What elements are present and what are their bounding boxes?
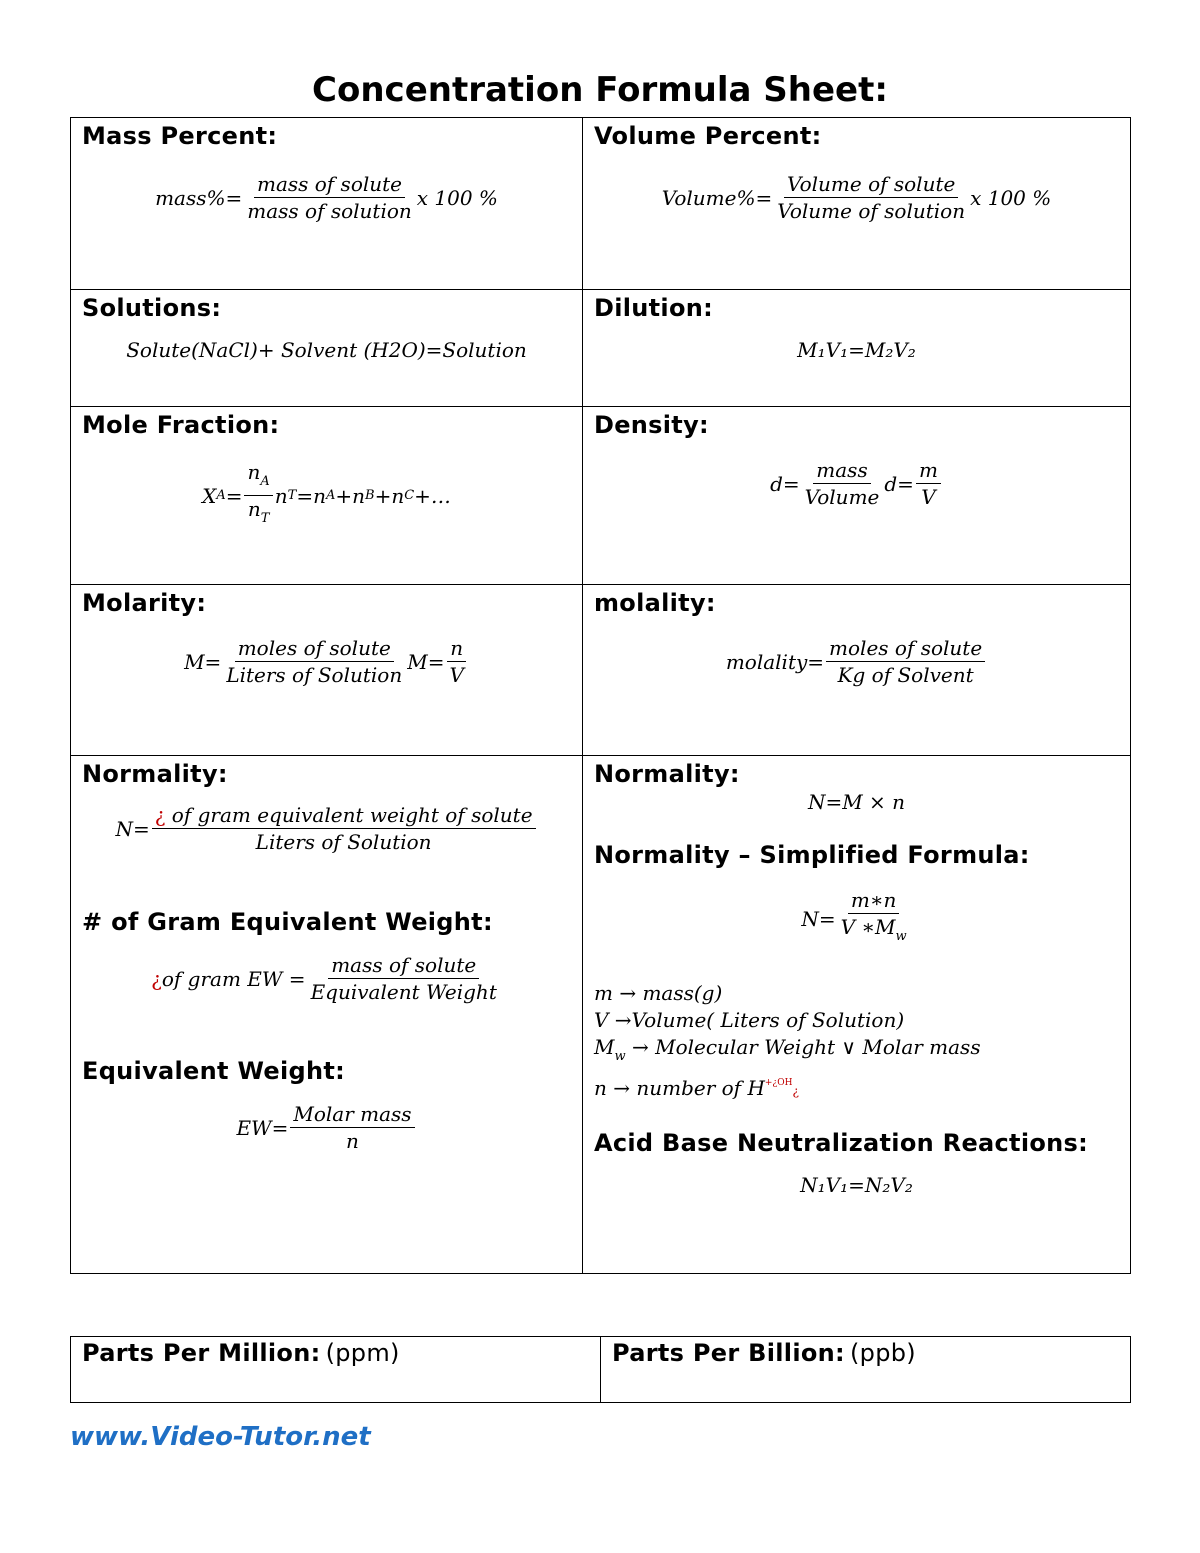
simplified-num: m∗n	[848, 887, 899, 914]
molarity-den-2: V	[449, 663, 464, 687]
parts-table	[70, 1336, 1131, 1403]
legend-mw-sub: w	[614, 1049, 626, 1064]
mf-den-sub: T	[260, 511, 270, 526]
molality-num: moles of solute	[826, 635, 985, 662]
molality-cell	[583, 585, 1131, 756]
legend-volume: V →Volume( Liters of Solution)	[594, 1008, 905, 1032]
solutions-cell	[71, 290, 583, 407]
molality-lhs: molality=	[725, 649, 825, 674]
legend-mass: m → mass(g)	[594, 981, 723, 1005]
mf-num: n	[247, 460, 261, 484]
mole-fraction-cell	[71, 407, 583, 585]
equivalent-weight-formula	[82, 1101, 571, 1154]
dilution-cell	[583, 290, 1131, 407]
mf-plus-c: +n	[374, 483, 405, 508]
mass-percent-denominator: mass of solution	[247, 199, 412, 223]
legend-n-text: n → number of H	[594, 1076, 765, 1100]
volume-percent-heading: Volume Percent:	[594, 122, 822, 150]
normality-left-lhs: N=	[115, 816, 150, 841]
density-lhs-2: d=	[884, 471, 914, 496]
molarity-lhs-2: M=	[407, 649, 445, 674]
molarity-den-1: Liters of Solution	[226, 663, 403, 687]
gew-num: mass of solute	[328, 952, 479, 979]
mf-a-sub: A	[325, 488, 336, 503]
dilution-formula: M₁V₁=M₂V₂	[797, 338, 916, 362]
molality-den: Kg of Solvent	[837, 663, 974, 687]
molarity-lhs-1: M=	[184, 649, 222, 674]
simplified-den: V ∗M	[840, 915, 896, 939]
ppb-cell	[601, 1337, 1131, 1403]
dilution-heading: Dilution:	[594, 294, 714, 322]
normality-right-heading: Normality:	[594, 760, 740, 788]
normality-left-cell	[71, 756, 583, 1274]
density-heading: Density:	[594, 411, 709, 439]
ew-num: Molar mass	[290, 1101, 414, 1128]
volume-percent-cell	[583, 118, 1131, 290]
legend-mw-rest: → Molecular Weight ∨ Molar mass	[631, 1035, 981, 1059]
ppm-unit: (ppm)	[325, 1339, 400, 1367]
volume-percent-rhs: x 100 %	[970, 185, 1052, 210]
mole-fraction-heading: Mole Fraction:	[82, 411, 280, 439]
density-num-1: mass	[813, 457, 870, 484]
molarity-num-2: n	[447, 635, 466, 662]
ppb-label: Parts Per Billion:	[612, 1339, 845, 1367]
density-den-2: V	[921, 485, 936, 509]
solutions-heading: Solutions:	[82, 294, 222, 322]
simplified-formula	[594, 887, 1119, 950]
normality-right-formula: N=M × n	[807, 790, 906, 814]
ew-den: n	[346, 1129, 359, 1153]
ppb-unit: (ppb)	[850, 1339, 916, 1367]
density-num-2: m	[916, 457, 941, 484]
density-formula	[594, 457, 1119, 510]
legend-n-sup: +¿OH	[764, 1078, 793, 1088]
molality-formula	[594, 635, 1119, 688]
normality-right-cell	[583, 756, 1131, 1274]
gram-equivalent-heading: # of Gram Equivalent Weight:	[82, 908, 493, 936]
mass-percent-rhs: x 100 %	[416, 185, 498, 210]
simplified-den-sub: w	[895, 929, 907, 944]
legend-n-tail: ¿	[792, 1084, 799, 1098]
density-cell	[583, 407, 1131, 585]
molarity-num-1: moles of solute	[235, 635, 394, 662]
page-title: Concentration Formula Sheet:	[312, 70, 888, 110]
gew-den: Equivalent Weight	[310, 980, 497, 1004]
molarity-heading: Molarity:	[82, 589, 207, 617]
legend-molecular-weight	[594, 1034, 1119, 1070]
molality-heading: molality:	[594, 589, 716, 617]
molarity-cell	[71, 585, 583, 756]
mf-sum: =n	[296, 483, 326, 508]
website-link[interactable]: www.Video-Tutor.net	[70, 1422, 371, 1452]
legend-number-h	[594, 1070, 1119, 1105]
solutions-formula: Solute(NaCl)+ Solvent (H2O)=Solution	[126, 338, 527, 362]
gew-lhs: of gram EW =	[161, 966, 306, 991]
mf-b-sub: B	[365, 488, 375, 503]
density-lhs-1: d=	[770, 471, 800, 496]
simplified-formula-heading: Normality – Simplified Formula:	[594, 841, 1030, 869]
ppm-label: Parts Per Million:	[82, 1339, 321, 1367]
gram-equivalent-formula	[82, 952, 571, 1005]
mf-nt: n	[274, 483, 288, 508]
mf-nt-sub: T	[287, 488, 297, 503]
molarity-formula	[82, 635, 571, 688]
volume-percent-lhs: Volume%=	[661, 185, 773, 210]
density-den-1: Volume	[804, 485, 880, 509]
gew-red-mark: ¿	[151, 966, 162, 991]
variable-legend	[594, 980, 1119, 1105]
mf-num-sub: A	[260, 474, 270, 489]
mass-percent-cell	[71, 118, 583, 290]
ew-lhs: EW=	[236, 1115, 289, 1140]
mf-x-sub: A	[216, 488, 226, 503]
mf-tail: +…	[414, 483, 451, 508]
mass-percent-formula	[82, 171, 571, 224]
volume-percent-formula	[594, 171, 1119, 224]
acid-base-heading: Acid Base Neutralization Reactions:	[594, 1129, 1089, 1157]
legend-mw-symbol: M	[594, 1035, 615, 1059]
mass-percent-numerator: mass of solute	[254, 171, 405, 198]
normality-left-den: Liters of Solution	[255, 830, 432, 854]
mf-den: n	[247, 497, 261, 521]
mass-percent-heading: Mass Percent:	[82, 122, 278, 150]
mass-percent-lhs: mass%=	[155, 185, 243, 210]
mf-x: X	[202, 483, 217, 508]
mf-eq: =	[225, 483, 243, 508]
mf-c-sub: C	[404, 488, 415, 503]
mole-fraction-formula	[82, 459, 571, 532]
acid-base-formula: N₁V₁=N₂V₂	[800, 1173, 913, 1197]
normality-left-formula	[82, 802, 571, 855]
ppm-cell	[71, 1337, 601, 1403]
mf-plus-b: +n	[335, 483, 365, 508]
normality-left-red-mark: ¿	[154, 803, 166, 827]
equivalent-weight-heading: Equivalent Weight:	[82, 1057, 346, 1085]
volume-percent-numerator: Volume of solute	[784, 171, 958, 198]
formula-grid	[70, 117, 1131, 1274]
normality-left-num: of gram equivalent weight of solute	[165, 803, 533, 827]
volume-percent-denominator: Volume of solution	[777, 199, 966, 223]
normality-left-heading: Normality:	[82, 760, 228, 788]
simplified-lhs: N=	[801, 906, 836, 931]
